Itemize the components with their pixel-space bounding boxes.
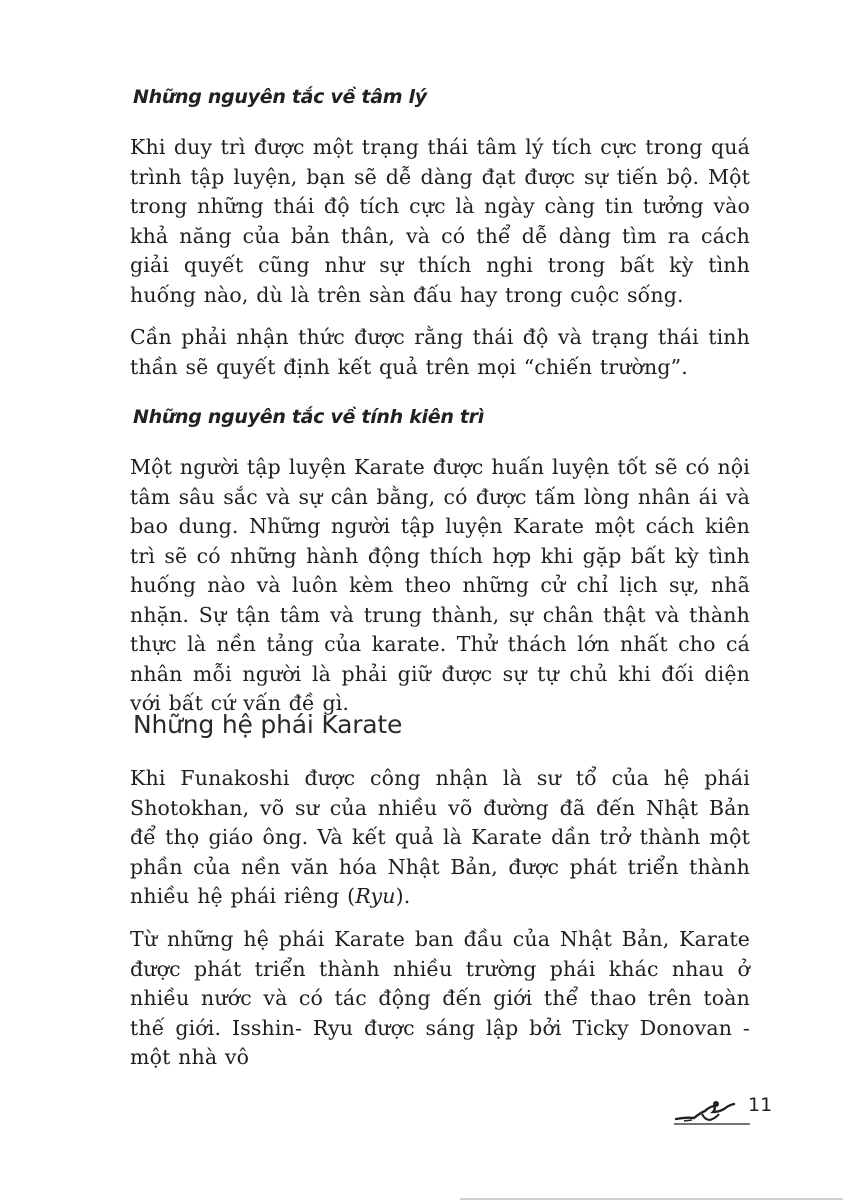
paragraph-perseverance: Một người tập luyện Karate được huấn luyện tốt sẽ có nội tâm sâu sắc và sự cân bằng, có được tấm lòng nhân ái và bao dung. Những người tập luyện Karate một cách kiên trì sẽ có những hành động thích hợp khi gặp bất kỳ tình huống nào và luôn kèm theo những cử chỉ lịch sự, nhã nhặn. Sự tận tâm và trung thành, sự chân thật và thành thực là nền tảng của karate. Thử thách lớn nhất cho cá nhân mỗi người là phải giữ được sự tự chủ khi đối diện với bất cứ vấn đề gì.: [130, 455, 750, 715]
paragraph-funakoshi-end: ).: [395, 884, 411, 908]
paragraph-karate-spread: Từ những hệ phái Karate ban đầu của Nhật Bản, Karate được phát triển thành nhiều trường phái khác nhau ở nhiều nước và có tác động đến giới thể thao trên toàn thế giới. Isshin- Ryu được sáng lập bởi Ticky Donovan - một nhà vô: [130, 927, 750, 1069]
karate-kick-figure-icon: [672, 1098, 750, 1126]
page-number: 11: [748, 1094, 773, 1116]
heading-psychology-principles: Những nguyên tắc về tâm lý: [133, 86, 427, 108]
paragraph-attitude: Cần phải nhận thức được rằng thái độ và trạng thái tinh thần sẽ quyết định kết quả trên mọi “chiến trường”.: [130, 325, 750, 379]
section-title-karate-styles: Những hệ phái Karate: [133, 710, 403, 739]
paragraph-funakoshi: [130, 764, 750, 912]
page-footer: [672, 1092, 772, 1132]
heading-perseverance-principles: Những nguyên tắc về tính kiên trì: [133, 406, 484, 428]
paragraph-funakoshi-text: Khi Funakoshi được công nhận là sư tổ của hệ phái Shotokhan, võ sư của nhiều võ đường đã đến Nhật Bản để thọ giáo ông. Và kết quả là Karate dần trở thành một phần của nền văn hóa Nhật Bản, được phát triển thành nhiều hệ phái riêng (: [130, 766, 750, 908]
ryu-term: Ryu: [355, 884, 396, 908]
paragraph-psychology: Khi duy trì được một trạng thái tâm lý tích cực trong quá trình tập luyện, bạn sẽ dễ dàng đạt được sự tiến bộ. Một trong những thái độ tích cực là ngày càng tin tưởng vào khả năng của bản thân, và có thể dễ dàng tìm ra cách giải quyết cũng như sự thích nghi trong bất kỳ tình huống nào, dù là trên sàn đấu hay trong cuộc sống.: [130, 135, 750, 307]
